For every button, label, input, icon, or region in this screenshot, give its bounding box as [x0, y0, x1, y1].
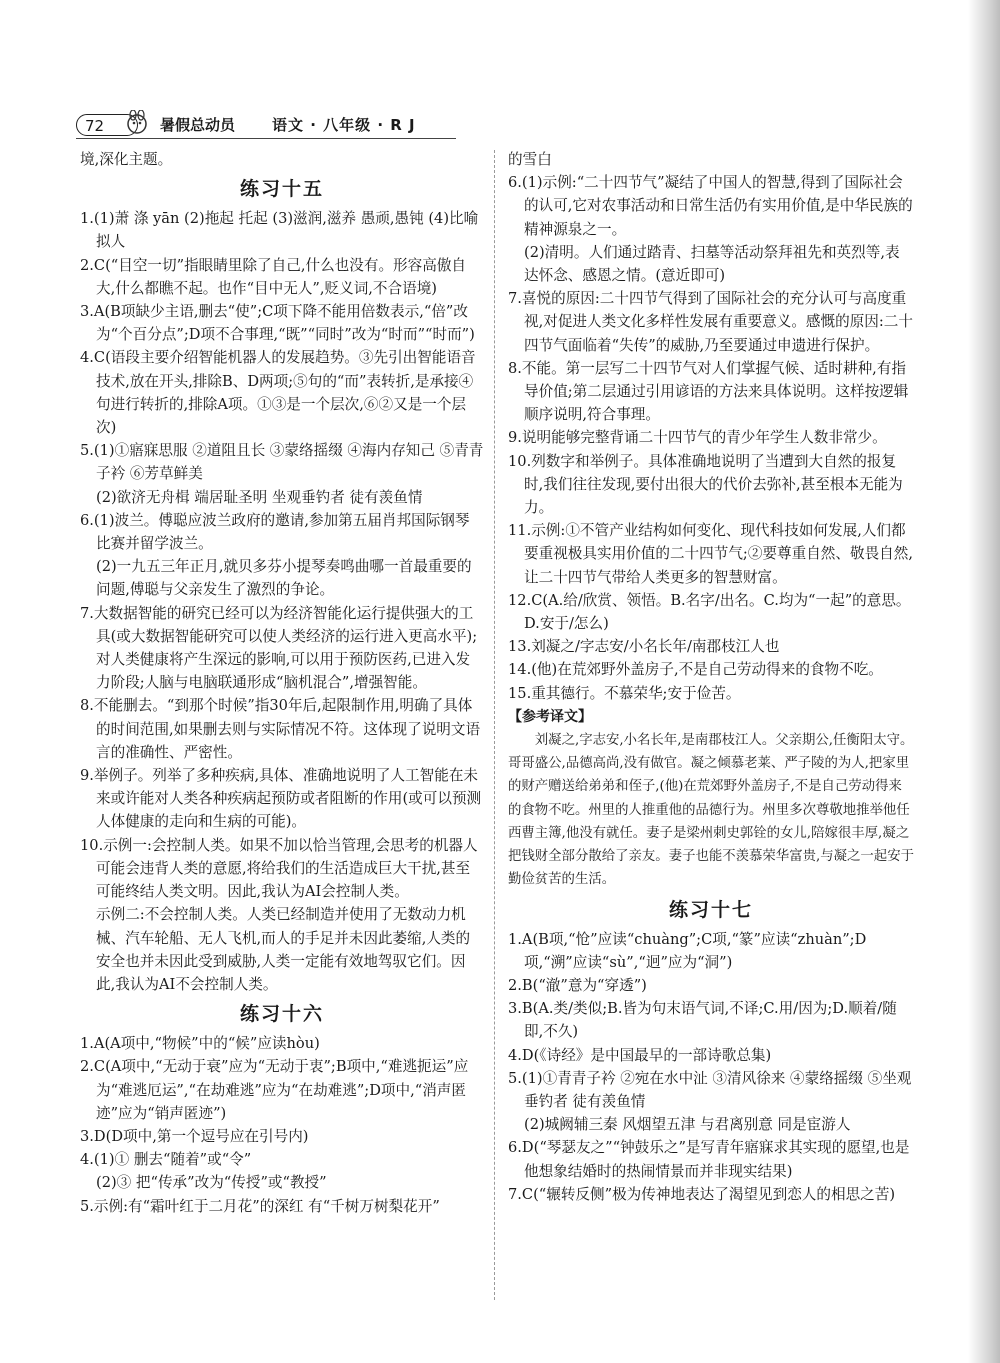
brand-title: 暑假总动员	[160, 116, 236, 134]
answer-item: 10.列数字和举例子。具体准确地说明了当遭到大自然的报复时,我们往往发现,要付出很大的代价去弥补,甚至根本无能为力。	[508, 452, 903, 517]
continued-text: 境,深化主题。	[80, 151, 173, 168]
column-divider	[494, 150, 495, 1300]
answer-subitem: 示例二:不会控制人类。人类已经制造并使用了无数动力机械、汽车轮船、无人飞机,而人的手足并未因此萎缩,人类的安全也并未因此受到威胁,人类一定能有效地驾驭它们。因此,我认为AI不会控制人类。	[96, 906, 471, 993]
answer-item: 7.C(“辗转反侧”极为传神地表达了渴望见到恋人的相思之苦)	[508, 1185, 896, 1203]
answer-item: 1.A(B项,“怆”应读“chuàng”;C项,“篆”应读“zhuàn”;D项,“溯”应读“sù”,“迥”应为“洞”)	[508, 930, 867, 971]
page-number: 72	[76, 114, 138, 136]
answer-item: 8.不能。第一层写二十四节气对人们掌握气候、适时耕种,有指导价值;第二层通过引用谚语的方法来具体说明。这样按逻辑顺序说明,符合事理。	[508, 359, 909, 424]
answer-item: 9.说明能够完整背诵二十四节气的青少年学生人数非常少。	[508, 429, 887, 447]
answer-item: 2.C(A项中,“无动于衰”应为“无动于衷”;B项中,“难逃扼运”应为“难逃厄运”,“在劫难逃”应为“在劫难逃”;D项中,“消声匿迹”应为“销声匿迹”)	[80, 1058, 469, 1122]
answer-item: 5.(1)①青青子衿 ②宛在水中沚 ③清风徐来 ④蒙络摇缀 ⑤坐观垂钓者 徒有羡鱼情	[508, 1069, 912, 1110]
answer-item: 3.B(A.类/类似;B.皆为句末语气词,不译;C.用/因为;D.顺着/随即,不久)	[508, 1000, 897, 1041]
page-edge-shadow	[968, 0, 1000, 1363]
answer-item: 3.D(D项中,第一个逗号应在引号内)	[80, 1127, 309, 1145]
page-header	[76, 110, 456, 140]
answer-item: 7.喜悦的原因:二十四节气得到了国际社会的充分认可与高度重视,对促进人类文化多样性发展有重要意义。感慨的原因:二十四节气面临着“失传”的威胁,乃至要通过申遗进行保护。	[508, 290, 913, 354]
answer-item: 11.示例:①不管产业结构如何变化、现代科技如何发展,人们都要重视极具实用价值的二十四节气;②要尊重自然、敬畏自然,让二十四节气带给人类更多的智慧财富。	[508, 522, 913, 586]
left-column	[80, 148, 484, 1218]
answer-item: 5.(1)①寤寐思服 ②道阻且长 ③蒙络摇缀 ④海内存知己 ⑤青青子衿 ⑥芳草鲜美	[80, 442, 484, 483]
section-title: 练习十七	[668, 898, 753, 921]
answer-subitem: (2)清明。人们通过踏青、扫墓等活动祭拜祖先和英烈等,表达怀念、感恩之情。(意近即可)	[524, 243, 900, 285]
subject-title: 语文 · 八年级 · R J	[272, 116, 416, 134]
answer-item: 7.大数据智能的研究已经可以为经济智能化运行提供强大的工具(或大数据智能研究可以使人类经济的运行进入更高水平);对人类健康将产生深远的影响,可以用于预防医药,已进入发力阶段;人脑与电脑联通形成“脑机混合”,增强智能。	[80, 604, 478, 692]
answer-subitem: (2)③ 把“传承”改为“传授”或“教授”	[96, 1174, 327, 1192]
reference-translation-label: 【参考译文】	[508, 708, 592, 725]
right-column	[508, 148, 914, 1206]
answer-item: 9.举例子。列举了多种疾病,具体、准确地说明了人工智能在未来或许能对人类各种疾病起预防或者阻断的作用(或可以预测人体健康的走向和生病的可能)。	[80, 767, 482, 831]
answer-item: 1.A(A项中,“物候”中的“候”应读hòu)	[80, 1035, 320, 1053]
mascot-icon	[124, 110, 150, 136]
continued-text: 的雪白	[508, 151, 552, 168]
answer-subitem: (2)城阙辅三秦 风烟望五津 与君离别意 同是宦游人	[524, 1116, 851, 1134]
answer-item: 3.A(B项缺少主语,删去“使”;C项下降不能用倍数表示,“倍”改为“个百分点”;D项不合事理,“既”“同时”改为“时而”“时而”)	[80, 303, 475, 344]
answer-item: 1.(1)萧 涤 yān (2)拖起 托起 (3)滋润,滋养 愚顽,愚钝 (4)比喻 拟人	[80, 210, 479, 251]
answer-item: 5.示例:有“霜叶红于二月花”的深红 有“千树万树梨花开”	[80, 1197, 440, 1215]
answer-item: 15.重其德行。不慕荣华;安于俭苦。	[508, 684, 741, 702]
answer-item: 8.不能删去。“到那个时候”指30年后,起限制作用,明确了具体的时间范围,如果删去则与实际情况不符。这体现了说明文语言的准确性、严密性。	[80, 697, 481, 761]
answer-item: 4.D(《诗经》是中国最早的一部诗歌总集)	[508, 1046, 772, 1064]
section-title: 练习十五	[239, 178, 324, 201]
reference-translation-text: 刘凝之,字志安,小名长年,是南郡枝江人。父亲期公,任衡阳太守。哥哥盛公,品德高尚,没有做官。凝之倾慕老莱、严子陵的为人,把家里的财产赠送给弟弟和侄子,(他)在荒郊野外盖房子,不是自己劳动得来的食物不吃。州里的人推重他的品德行为。州里多次尊敬地推举他任西曹主簿,他没有就任。妻子是梁州刺史郭铨的女儿,陪嫁很丰厚,凝之把钱财全部分散给了亲友。妻子也能不羡慕荣华富贵,与凝之一起安于勤俭贫苦的生活。	[508, 733, 914, 888]
answer-item: 10.示例一:会控制人类。如果不加以恰当管理,会思考的机器人可能会违背人类的意愿,将给我们的生活造成巨大干扰,甚至可能终结人类文明。因此,我认为AI会控制人类。	[80, 836, 478, 901]
answer-item: 2.B(“澈”意为“穿透”)	[508, 976, 647, 994]
answer-item: 4.(1)① 删去“随着”或“令”	[80, 1151, 252, 1169]
answer-item: 2.C(“目空一切”指眼睛里除了自己,什么也没有。形容高傲自大,什么都瞧不起。也作“目中无人”,贬义词,不合语境)	[80, 256, 467, 297]
section-title: 练习十六	[239, 1003, 324, 1026]
answer-item: 6.(1)波兰。傅聪应波兰政府的邀请,参加第五届肖邦国际钢琴比赛并留学波兰。	[80, 511, 470, 553]
answer-item: 12.C(A.给/欣赏、领悟。B.名字/出名。C.均为“一起”的意思。D.安于/怎么)	[508, 591, 911, 633]
answer-subitem: (2)欲济无舟楫 端居耻圣明 坐观垂钓者 徒有羡鱼情	[96, 488, 423, 506]
answer-item: 13.刘凝之/字志安/小名长年/南郡枝江人也	[508, 638, 780, 656]
answer-item: 6.(1)示例:“二十四节气”凝结了中国人的智慧,得到了国际社会的认可,它对农事活动和日常生活仍有实用价值,是中华民族的精神源泉之一。	[508, 174, 913, 238]
answer-item: 4.C(语段主要介绍智能机器人的发展趋势。③先引出智能语音技术,放在开头,排除B、D两项;⑤句的“而”表转折,是承接④句进行转折的,排除A项。①③是一个层次,⑥②又是一个层次)	[80, 349, 476, 437]
answer-item: 14.(他)在荒郊野外盖房子,不是自己劳动得来的食物不吃。	[508, 661, 883, 679]
answer-subitem: (2)一九五三年正月,就贝多芬小提琴奏鸣曲哪一首最重要的问题,傅聪与父亲发生了激烈的争论。	[96, 558, 472, 599]
answer-item: 6.D(“琴瑟友之”“钟鼓乐之”是写青年寤寐求其实现的愿望,也是他想象结婚时的热闹情景而并非现实结果)	[508, 1139, 910, 1180]
header-rule	[76, 138, 456, 139]
